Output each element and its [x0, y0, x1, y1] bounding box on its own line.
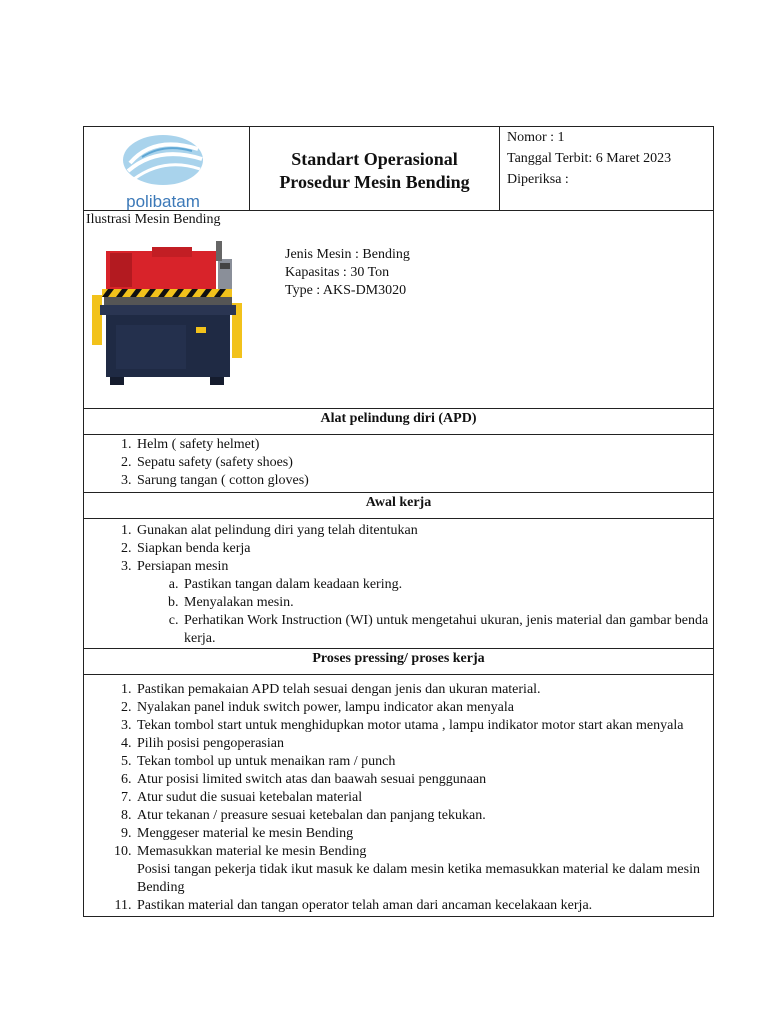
- list-item: 11. Pastikan material dan tangan operator telah aman dari ancaman kecelakaan kerja.: [135, 897, 705, 915]
- list-item: 7. Atur sudut die susuai ketebalan material: [135, 789, 705, 807]
- title-line-2: Prosedur Mesin Bending: [279, 171, 470, 192]
- list-item: 2. Sepatu safety (safety shoes): [135, 454, 713, 472]
- awal-kerja-list: [84, 522, 713, 648]
- apd-section-title: Alat pelindung diri (APD): [84, 408, 713, 434]
- header-row: [84, 127, 713, 210]
- apd-list-row: [84, 434, 713, 492]
- sub-list-item: c. Perhatikan Work Instruction (WI) untuk mengetahui ukuran, jenis material dan gambar benda kerja.: [182, 612, 713, 648]
- proses-list-row: [84, 674, 713, 916]
- list-item: 3. Sarung tangan ( cotton gloves): [135, 472, 713, 490]
- kapasitas-text: Kapasitas : 30 Ton: [285, 265, 390, 280]
- persiapan-mesin-label: Persiapan mesin: [137, 559, 229, 574]
- item-10-note: Posisi tangan pekerja tidak ikut masuk ke dalam mesin ketika memasukkan material ke dalam mesin Bending: [137, 862, 700, 895]
- apd-list: [84, 436, 713, 490]
- bending-machine-image: [92, 233, 242, 403]
- list-item: 4. Pilih posisi pengoperasian: [135, 735, 705, 753]
- jenis-mesin-text: Jenis Mesin : Bending: [285, 247, 410, 262]
- sub-list-item: a. Pastikan tangan dalam keadaan kering.: [182, 576, 713, 594]
- proses-list: [84, 681, 705, 915]
- nomor-text: Nomor : 1: [507, 130, 565, 145]
- list-item: [135, 558, 713, 648]
- awal-kerja-section-title: Awal kerja: [84, 492, 713, 518]
- list-item: 1. Helm ( safety helmet): [135, 436, 713, 454]
- list-item: 1. Pastikan pemakaian APD telah sesuai dengan jenis dan ukuran material.: [135, 681, 705, 699]
- persiapan-sub-list: [137, 576, 713, 648]
- polibatam-logo: [84, 127, 250, 210]
- logo-text: polibatam: [126, 192, 200, 210]
- awal-kerja-list-row: [84, 518, 713, 648]
- tanggal-terbit-text: Tanggal Terbit: 6 Maret 2023: [507, 151, 672, 166]
- illustration-row: [84, 210, 713, 408]
- title-line-1: Standart Operasional: [291, 148, 458, 169]
- proses-section-title: Proses pressing/ proses kerja: [84, 648, 713, 674]
- type-text: Type : AKS-DM3020: [285, 283, 407, 298]
- list-item: 1. Gunakan alat pelindung diri yang telah ditentukan: [135, 522, 713, 540]
- list-item: [135, 843, 705, 897]
- sop-document: [83, 126, 714, 917]
- list-item: 6. Atur posisi limited switch atas dan baawah sesuai penggunaan: [135, 771, 705, 789]
- logo-cell: [84, 127, 250, 210]
- list-item: 8. Atur tekanan / preasure sesuai ketebalan dan panjang tekukan.: [135, 807, 705, 825]
- list-item: 3. Tekan tombol start untuk menghidupkan motor utama , lampu indikator motor start akan menyala: [135, 717, 705, 735]
- list-item: 9. Menggeser material ke mesin Bending: [135, 825, 705, 843]
- list-item: 2. Siapkan benda kerja: [135, 540, 713, 558]
- list-item: 5. Tekan tombol up untuk menaikan ram / punch: [135, 753, 705, 771]
- item-10-label: Memasukkan material ke mesin Bending: [137, 844, 367, 859]
- document-title: [250, 127, 500, 210]
- sub-list-item: b. Menyalakan mesin.: [182, 594, 713, 612]
- illustration-label: Ilustrasi Mesin Bending: [86, 212, 221, 227]
- diperiksa-text: Diperiksa :: [507, 172, 569, 187]
- machine-specs: [285, 246, 410, 300]
- list-item: 2. Nyalakan panel induk switch power, lampu indicator akan menyala: [135, 699, 705, 717]
- meta-cell: [500, 127, 713, 210]
